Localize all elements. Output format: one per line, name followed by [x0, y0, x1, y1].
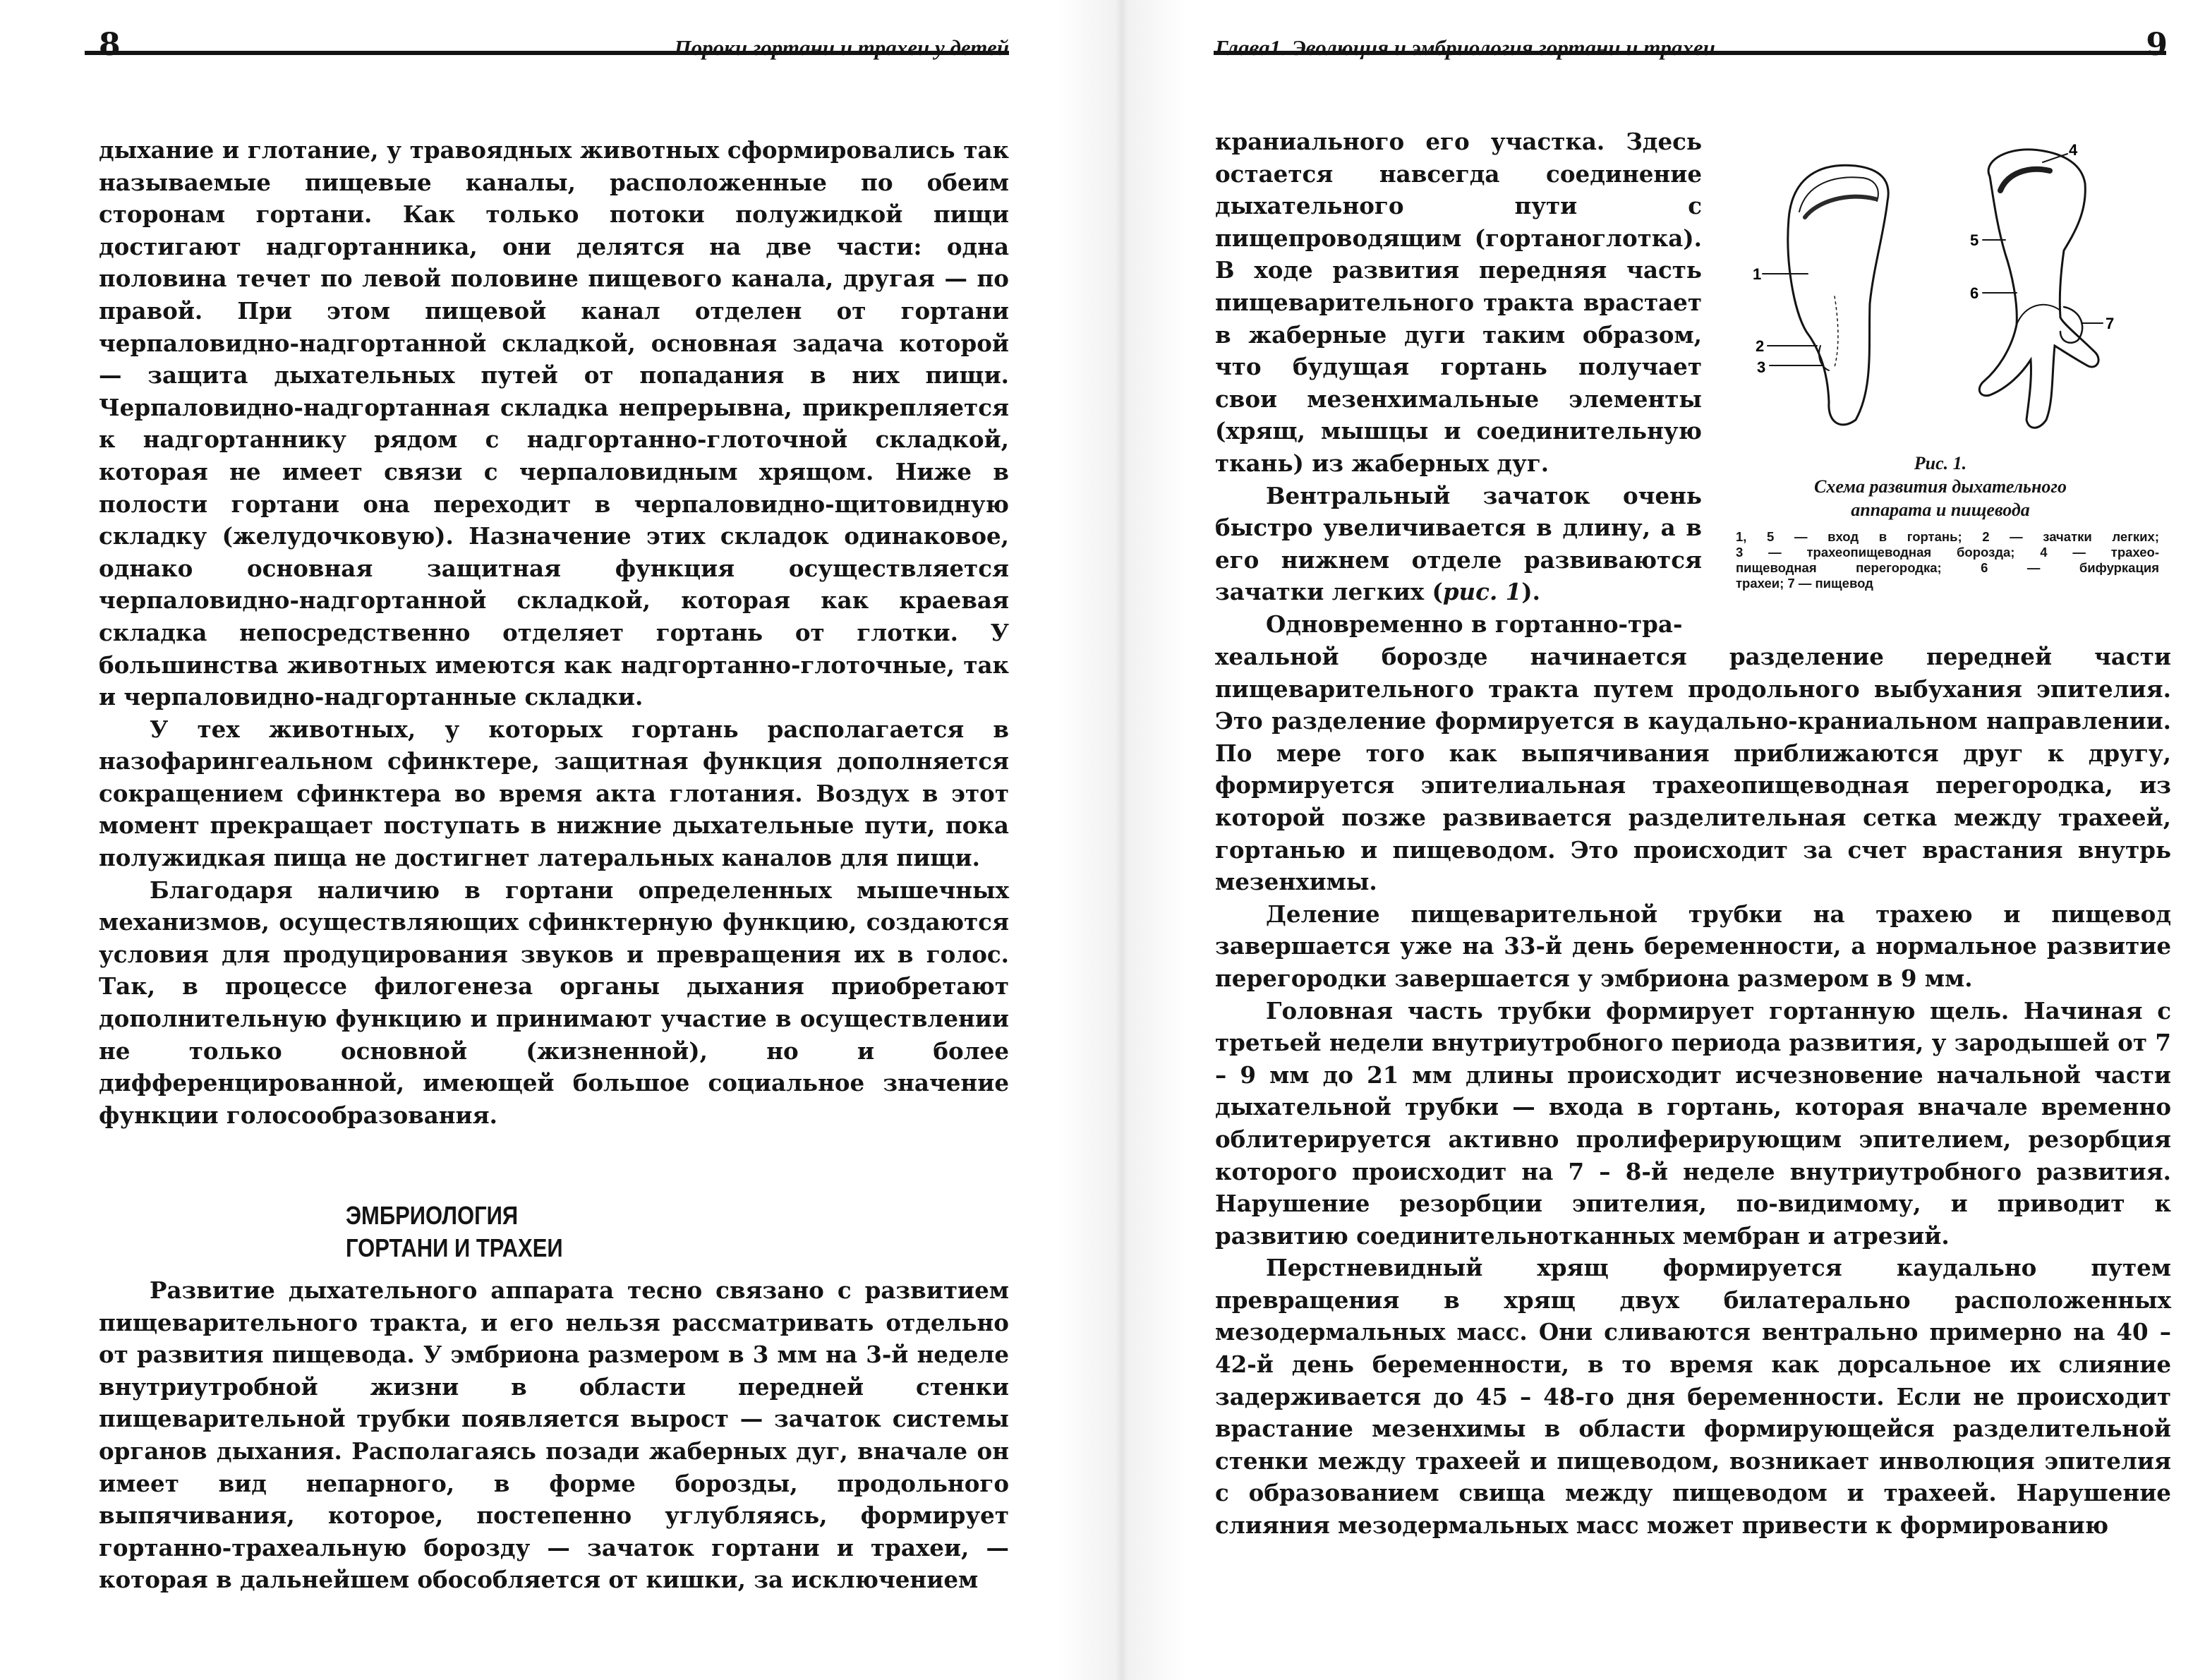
running-head-title: Глава1. Эволюция и эмбриология гортани и трахеи	[1215, 35, 1715, 60]
figure-reference[interactable]: рис. 1	[1442, 578, 1522, 606]
callout-5: 5	[1970, 231, 1979, 249]
paragraph	[1215, 480, 1702, 608]
figure-legend-line: пищеводная перегородка; 6 — бифуркация	[1736, 560, 2159, 575]
callout-2: 2	[1756, 337, 1765, 355]
section-heading	[346, 1199, 771, 1264]
right-narrow-column	[1215, 126, 1702, 641]
figure-caption-line: Схема развития дыхательного	[1814, 476, 2067, 497]
right-running-head	[1215, 27, 2168, 71]
paragraph: Благодаря наличию в гортани определенных мышечных механизмов, осуществляющих сфинктерную функцию, создаются условия для продуцирования звуков и превращения их в голос. Так, в процессе филогенеза органы дыхания приобретают дополнительную функцию и принимают участие в осуществлении не только основной (жизненной), но и более дифференцированной, имеющей большое социальное значение функции голосообразования.	[99, 876, 1009, 1129]
figure-legend-line: трахеи; 7 — пищевод	[1736, 576, 1873, 591]
paragraph: У тех животных, у которых гортань располагается в назофарингеальном сфинктере, защитная функция дополняется сокращением сфинктера во время акта глотания. Воздух в этот момент прекращает поступать в нижние дыхательные пути, пока полужидкая пища не достигнет латеральных каналов для пищи.	[99, 715, 1009, 872]
paragraph-text: Вентральный зачаток очень быстро увеличивается в длину, а в его нижнем отделе развиваются зачатки легких (	[1215, 481, 1702, 606]
right-full-width-text	[1215, 641, 2171, 1542]
figure-label: Рис. 1.	[1914, 453, 1967, 473]
callout-3: 3	[1757, 358, 1766, 376]
callout-4: 4	[2069, 141, 2078, 159]
callout-1: 1	[1753, 265, 1762, 283]
figure-legend-line: 1, 5 — вход в гортань; 2 — зачатки легких;	[1736, 529, 2159, 544]
paragraph: Перстневидный хрящ формируется каудально путем превращения в хрящ двух билатерально расположенных мезодермальных масс. Они сливаются вентрально примерно на 40 – 42-й день беременности, в то время как дорсальное их слияние задерживается до 45 – 48-го дня беременности. Если не происходит врастание мезенхимы в области формирующейся разделительной стенки между трахеей и пищеводом, возникает инволюция эпителия с образованием свища между пищеводом и трахеей. Нарушение слияния мезодермальных масс может привести к формированию	[1215, 1254, 2171, 1540]
paragraph: хеальной борозде начинается разделение передней части пищеварительного тракта путем продольного выбухания эпителия. Это разделение формируется в каудально-краниальном направлении. По мере того как выпячивания приближаются друг к другу, формируется эпителиальная трахеопищеводная перегородка, из которой позже развивается разделительная сетка между трахеей, гортанью и пищеводом. Это происходит за счет врастания внутрь мезенхимы.	[1215, 643, 2171, 896]
section-heading-line: ЭМБРИОЛОГИЯ	[346, 1201, 519, 1230]
book-gutter	[1058, 0, 1185, 1680]
figure-caption	[1736, 452, 2145, 521]
figure-legend	[1736, 529, 2159, 591]
paragraph: Деление пищеварительной трубки на трахею и пищевод завершается уже на 33-й день беременности, а нормальное развитие перегородки завершается у эмбриона размером в 9 мм.	[1215, 900, 2171, 992]
running-head-title: Пороки гортани и трахеи у детей	[674, 35, 1009, 60]
header-rule	[1214, 51, 2166, 55]
right-page	[1185, 0, 2193, 1680]
callout-6: 6	[1970, 284, 1979, 302]
paragraph: краниального его участка. Здесь остается навсегда соединение дыхательного пути с пищепроводящим (гортаноглотка). В ходе развития передняя часть пищеварительного тракта врастает в жаберные дуги таким образом, что будущая гортань получает свои мезенхимальные элементы (хрящ, мышцы и соединительную ткань) из жаберных дуг.	[1215, 128, 1702, 477]
section-heading-line: ГОРТАНИ И ТРАХЕИ	[346, 1233, 563, 1262]
paragraph: Головная часть трубки формирует гортанную щель. Начиная с третьей недели внутриутробного периода развития, у зародышей от 7 – 9 мм до 21 мм длины происходит исчезновение начальной части дыхательной трубки — входа в гортань, которая вначале временно облитерируется активно пролиферирующим эпителием, резорбция которого происходит на 7 – 8-й неделе внутриутробного развития. Нарушение резорбции эпителия, по-видимому, и приводит к развитию соединительнотканных мембран и атрезий.	[1215, 996, 2171, 1250]
paragraph: дыхание и глотание, у травоядных животных сформировались так называемые пищевые каналы, расположенные по обеим сторонам гортани. Как только потоки полужидкой пищи достигают надгортанника, они делятся на две части: одна половина течет по левой половине пищевого канала, другая — по правой. При этом пищевой канал отделен от гортани черпаловидно-надгортанной складкой, основная задача которой — защита дыхательных путей от попадания в них пищи. Черпаловидно-надгортанная складка непрерывна, прикрепляется к надгортаннику рядом с надгортанно-глоточной складкой, которая не имеет связи с черпаловидным хрящом. Ниже в полости гортани она переходит в черпаловидно-щитовидную складку (желудочковую). Назначение этих складок одинаковое, однако основная защитная функция осуществляется черпаловидно-надгортанной складкой, которая как краевая складка непосредственно отделяет гортань от глотки. У большинства животных имеются как надгортанно-глоточные, так и черпаловидно-надгортанные складки.	[99, 136, 1009, 711]
left-body-text	[99, 134, 1009, 1131]
paragraph-text: ).	[1521, 578, 1540, 606]
left-page	[0, 0, 1058, 1680]
paragraph: Одновременно в гортанно-тра-	[1266, 610, 1683, 638]
paragraph: Развитие дыхательного аппарата тесно связано с развитием пищеварительного тракта, и его нельзя рассматривать отдельно от развития пищевода. У эмбриона размером в 3 мм на 3-й неделе внутриутробной жизни в области передней стенки пищеварительной трубки появляется вырост — зачаток системы органов дыхания. Располагаясь позади жаберных дуг, вначале он имеет вид непарного, в форме борозды, продольного выпячивания, которое, постепенно углубляясь, формирует гортанно-трахеальную борозду — зачаток гортани и трахеи, — которая в дальнейшем обособляется от кишки, за исключением	[99, 1276, 1009, 1594]
figure-legend-line: 3 — трахеопищеводная борозда; 4 — трахео-	[1736, 545, 2159, 560]
callout-7: 7	[2106, 315, 2115, 332]
embryology-text	[99, 1274, 1009, 1596]
page-number: 8	[99, 27, 121, 63]
figure-callouts	[1750, 134, 2159, 445]
header-rule	[85, 51, 1009, 55]
left-running-head	[99, 27, 1009, 71]
figure-1	[1736, 134, 2173, 614]
figure-caption-line: аппарата и пищевода	[1851, 500, 2030, 520]
page-number: 9	[2146, 27, 2168, 63]
